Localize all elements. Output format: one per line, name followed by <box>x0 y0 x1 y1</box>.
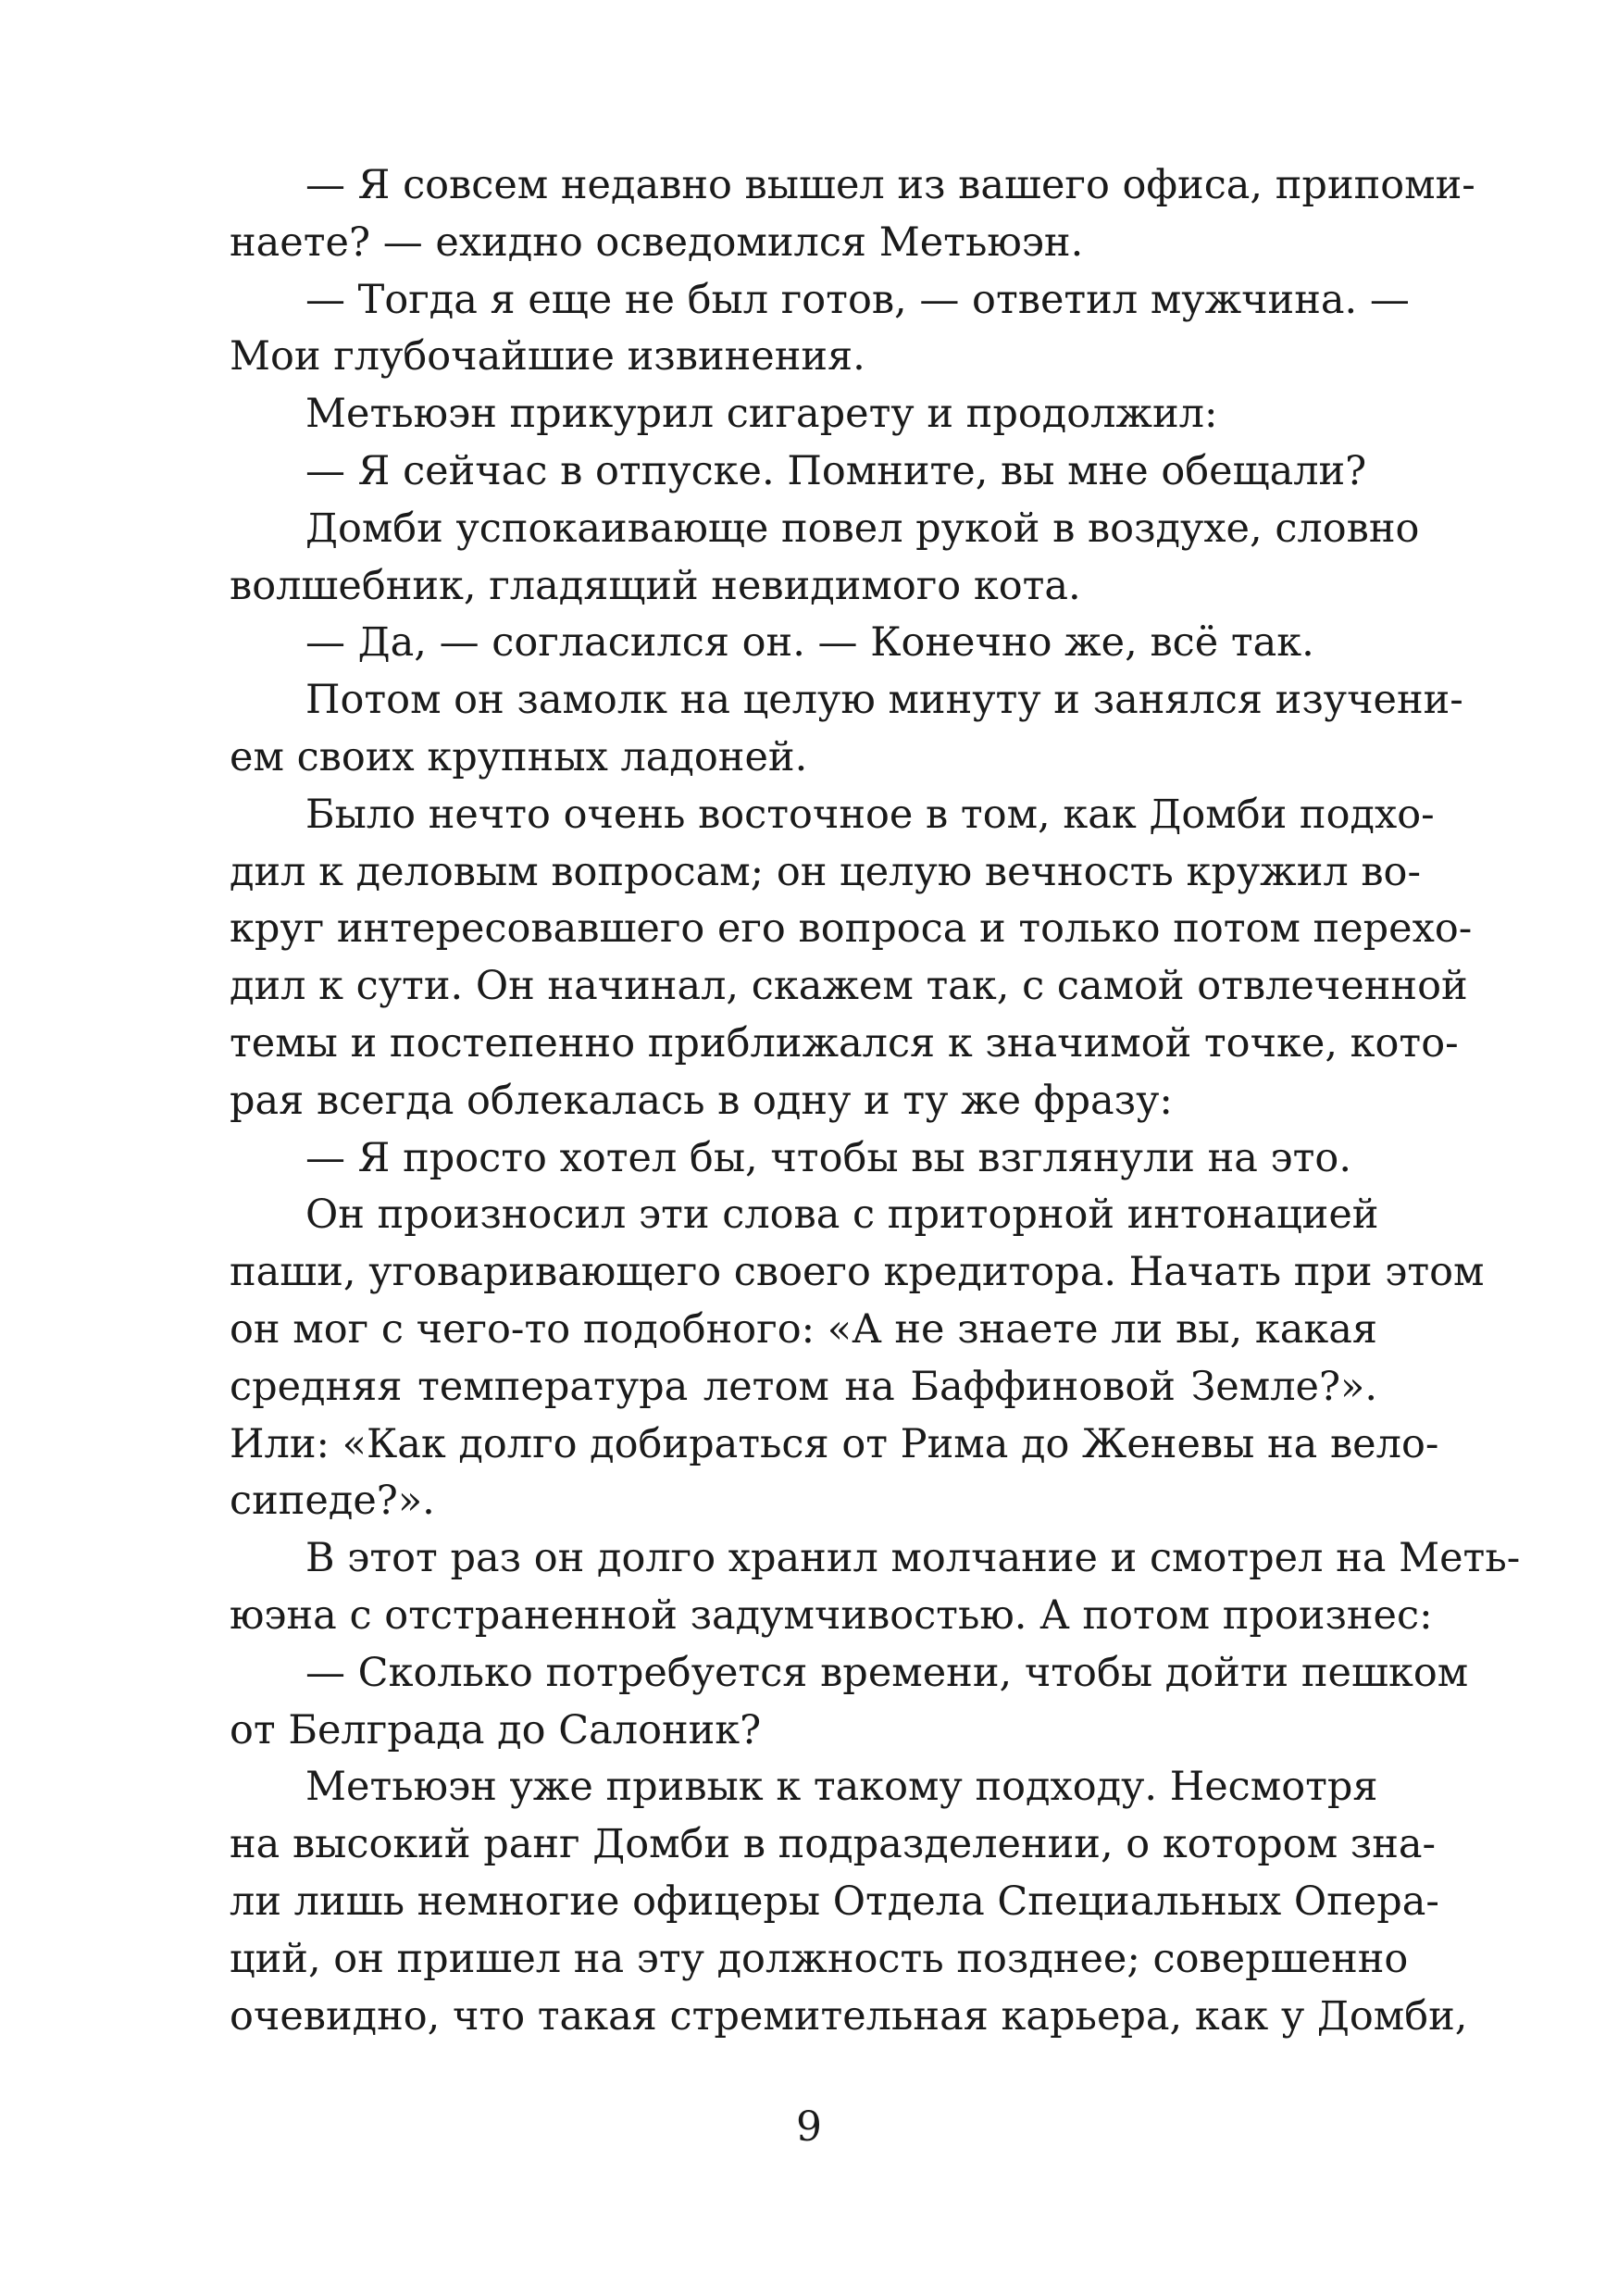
text-line: темы и постепенно приближался к значимой точке, кото- <box>230 1019 1459 1067</box>
text-line: — Сколько потребуется времени, чтобы дойти пешком <box>305 1649 1469 1696</box>
text-line: очевидно, что такая стремительная карьера, как у Домби, <box>230 1992 1468 2040</box>
text-line: — Да, — согласился он. — Конечно же, всё так. <box>305 619 1314 667</box>
text-line: ем своих крупных ладоней. <box>230 733 808 780</box>
text-line: Или: «Как долго добираться от Рима до Женевы на вело- <box>230 1420 1439 1467</box>
text-line: средняя температура летом на Баффиновой Земле?». <box>230 1363 1377 1410</box>
text-line: наете? — ехидно осведомился Метьюэн. <box>230 218 1084 266</box>
text-line: Он произносил эти слова с приторной интонацией <box>305 1192 1379 1239</box>
page-body <box>230 157 1521 2045</box>
text-line: Метьюэн прикурил сигарету и продолжил: <box>305 391 1218 438</box>
text-line: на высокий ранг Домби в подразделении, о котором зна- <box>230 1821 1437 1868</box>
text-line: он мог с чего-то подобного: «А не знаете ли вы, какая <box>230 1305 1377 1353</box>
text-line: сипеде?». <box>230 1478 435 1525</box>
text-line: — Я совсем недавно вышел из вашего офиса, припоми- <box>305 162 1475 208</box>
text-line: юэна с отстраненной задумчивостью. А потом произнес: <box>230 1591 1433 1639</box>
text-line: Домби успокаивающе повел рукой в воздухе, словно <box>305 505 1420 552</box>
text-line: дил к деловым вопросам; он целую вечность кружил во- <box>230 848 1421 895</box>
text-line: ли лишь немногие офицеры Отдела Специальных Опера- <box>230 1878 1439 1925</box>
text-line: Потом он замолк на целую минуту и занялся изучени- <box>305 677 1463 724</box>
text-line: круг интересовавшего его вопроса и только потом перехо- <box>230 905 1473 953</box>
page-number: 9 <box>796 2103 822 2151</box>
text-line: рая всегда облекалась в одну и ту же фразу: <box>230 1077 1173 1124</box>
text-line: — Я сейчас в отпуске. Помните, вы мне обещали? <box>305 447 1367 494</box>
text-line: В этот раз он долго хранил молчание и смотрел на Меть- <box>305 1535 1521 1582</box>
text-line: от Белграда до Салоник? <box>230 1706 762 1753</box>
text-line: паши, уговаривающего своего кредитора. Начать при этом <box>230 1249 1485 1296</box>
text-line: ций, он пришел на эту должность позднее; совершенно <box>230 1935 1409 1982</box>
text-line: дил к сути. Он начинал, скажем так, с самой отвлеченной <box>230 963 1468 1010</box>
text-line: — Я просто хотел бы, чтобы вы взглянули на это. <box>305 1134 1351 1181</box>
text-line: Метьюэн уже привык к такому подходу. Несмотря <box>305 1764 1378 1811</box>
text-line: Было нечто очень восточное в том, как Домби подхо- <box>305 791 1435 838</box>
text-line: Мои глубочайшие извинения. <box>230 333 865 381</box>
text-line: — Тогда я еще не был готов, — ответил мужчина. — <box>305 276 1410 323</box>
text-line: волшебник, гладящий невидимого кота. <box>230 562 1081 609</box>
